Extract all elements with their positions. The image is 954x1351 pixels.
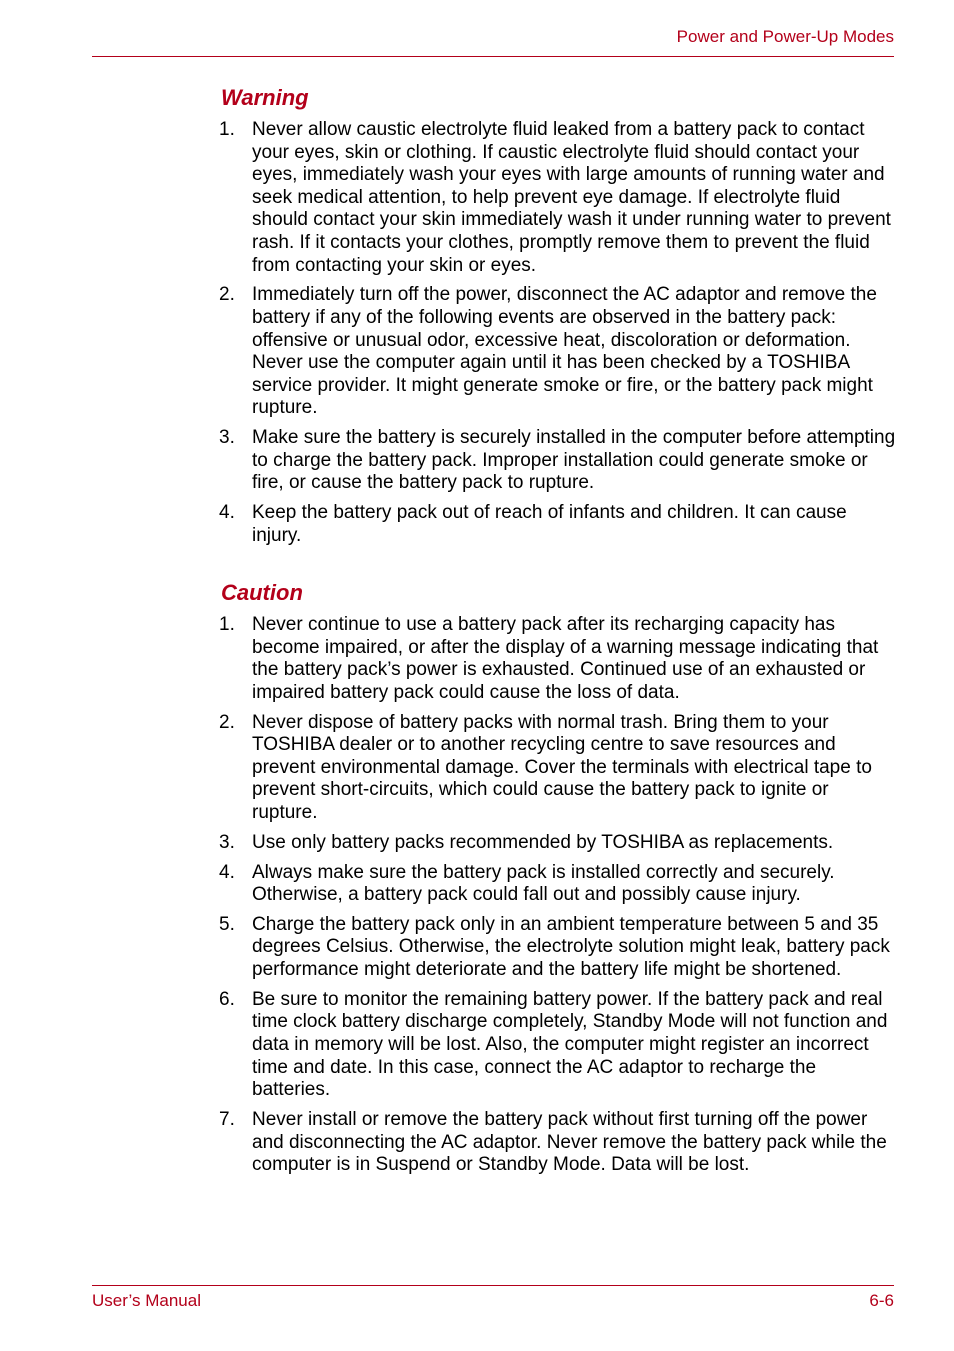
list-number: 3.	[219, 831, 235, 853]
warning-list	[219, 119, 899, 554]
list-number: 5.	[219, 913, 235, 935]
list-number: 4.	[219, 861, 235, 883]
list-number: 2.	[219, 284, 235, 306]
list-text: Never install or remove the battery pack without first turning off the power and disconnecting the AC adaptor. Never remove the battery pack while the computer is in Suspend or Standby Mode. Data will be lost.	[252, 1109, 887, 1176]
list-text: Use only battery packs recommended by TOSHIBA as replacements.	[252, 831, 834, 853]
warning-item-3	[219, 427, 899, 495]
page-number: 6-6	[869, 1291, 894, 1310]
list-number: 1.	[219, 119, 235, 140]
caution-item-1	[219, 614, 899, 704]
list-text: Keep the battery pack out of reach of infants and children. It can cause injury.	[252, 502, 847, 546]
list-text: Always make sure the battery pack is installed correctly and securely. Otherwise, a battery pack could fall out and possibly cause injury.	[252, 861, 835, 906]
caution-item-4	[219, 862, 899, 907]
caution-heading: Caution	[221, 580, 303, 605]
warning-item-4	[219, 502, 899, 547]
list-text: Be sure to monitor the remaining battery power. If the battery pack and real time clock battery discharge completely, Standby Mode will not function and data in memory will be lost. Also, the computer might register an incorrect time and date. In this case, connect the AC adaptor to recharge the batteries.	[252, 988, 888, 1101]
footer-rule	[92, 1285, 894, 1286]
warning-item-2	[219, 284, 899, 420]
list-number: 3.	[219, 427, 235, 449]
list-text: Never allow caustic electrolyte fluid leaked from a battery pack to contact your eyes, skin or clothing. If caustic electrolyte fluid should contact your eyes, immediately wash your eyes with large amounts of running water and seek medical attention, to help prevent eye damage. If electrolyte fluid should contact your skin immediately wash it under running water to prevent rash. If it contacts your clothes, promptly remove them to prevent the fluid from contacting your skin or eyes.	[252, 119, 891, 276]
caution-list	[219, 614, 899, 1184]
list-text: Never continue to use a battery pack after its recharging capacity has become impaired, or after the display of a warning message indicating that the battery pack’s power is exhausted. Continued use of an exhausted or impaired battery pack could cause the loss of data.	[252, 614, 879, 703]
warning-item-1	[219, 119, 899, 277]
caution-item-6	[219, 989, 899, 1102]
running-header-title: Power and Power-Up Modes	[676, 27, 894, 46]
list-number: 2.	[219, 711, 235, 733]
list-number: 4.	[219, 502, 235, 524]
list-text: Make sure the battery is securely installed in the computer before attempting to charge the battery pack. Improper installation could generate smoke or fire, or cause the battery pack to rupture.	[252, 427, 896, 494]
caution-item-3	[219, 832, 899, 855]
list-number: 6.	[219, 988, 235, 1010]
list-text: Never dispose of battery packs with normal trash. Bring them to your TOSHIBA dealer or to another recycling centre to save resources and prevent environmental damage. Cover the terminals with electrical tape to prevent short-circuits, which could cause the battery pack to ignite or rupture.	[252, 711, 872, 823]
caution-item-7	[219, 1109, 899, 1177]
caution-item-2	[219, 712, 899, 825]
header-rule	[92, 56, 894, 57]
caution-item-5	[219, 914, 899, 982]
warning-heading: Warning	[221, 85, 309, 110]
list-number: 7.	[219, 1109, 235, 1130]
list-text: Immediately turn off the power, disconnect the AC adaptor and remove the battery if any of the following events are observed in the battery pack: offensive or unusual odor, excessive heat, discoloration or deformation. Never use the computer again until it has been checked by a TOSHIBA service provider. It might generate smoke or fire, or the battery pack might rupture.	[252, 284, 877, 419]
list-number: 1.	[219, 614, 235, 635]
footer-manual-title: User’s Manual	[92, 1291, 201, 1310]
list-text: Charge the battery pack only in an ambient temperature between 5 and 35 degrees Celsius. Otherwise, the electrolyte solution might leak, battery pack performance might deteriorate and the battery life might be shortened.	[252, 913, 890, 981]
